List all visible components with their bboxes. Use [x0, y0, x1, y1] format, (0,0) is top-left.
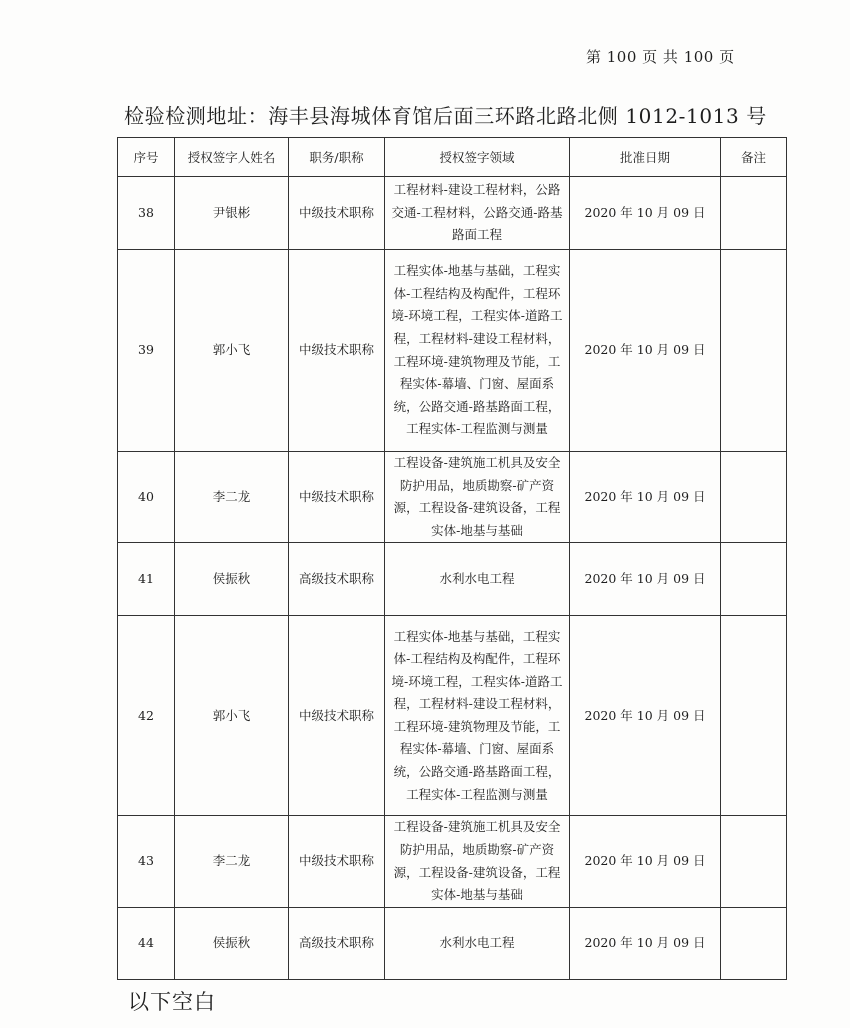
row-date: 2020 年 10 月 09 日: [570, 452, 721, 543]
table-row: [118, 250, 787, 452]
row-date: 2020 年 10 月 09 日: [570, 907, 721, 979]
row-remark: [721, 543, 787, 616]
row-scope: 水利水电工程: [385, 907, 570, 979]
row-title: 中级技术职称: [289, 816, 385, 907]
row-title: 高级技术职称: [289, 543, 385, 616]
row-name: 郭小飞: [175, 616, 289, 816]
row-scope: 工程实体-地基与基础，工程实体-工程结构及构配件，工程环境-环境工程，工程实体-道路工程，工程材料-建设工程材料，工程环境-建筑物理及节能，工程实体-幕墙、门窗、屋面系统，公路交通-路基路面工程，工程实体-工程监测与测量: [385, 250, 570, 452]
header-remark: 备注: [721, 138, 787, 177]
row-date: 2020 年 10 月 09 日: [570, 543, 721, 616]
row-title: 高级技术职称: [289, 907, 385, 979]
row-index: 40: [118, 452, 175, 543]
row-index: 41: [118, 543, 175, 616]
table-header-row: [118, 138, 787, 177]
table-row: [118, 816, 787, 907]
row-name: 侯振秋: [175, 907, 289, 979]
row-remark: [721, 907, 787, 979]
header-index: 序号: [118, 138, 175, 177]
row-scope: 工程设备-建筑施工机具及安全防护用品，地质勘察-矿产资源，工程设备-建筑设备，工程实体-地基与基础: [385, 816, 570, 907]
row-date: 2020 年 10 月 09 日: [570, 616, 721, 816]
row-scope: 工程设备-建筑施工机具及安全防护用品，地质勘察-矿产资源，工程设备-建筑设备，工程实体-地基与基础: [385, 452, 570, 543]
row-date: 2020 年 10 月 09 日: [570, 816, 721, 907]
row-date: 2020 年 10 月 09 日: [570, 250, 721, 452]
row-name: 尹银彬: [175, 177, 289, 250]
row-name: 李二龙: [175, 816, 289, 907]
row-scope: 水利水电工程: [385, 543, 570, 616]
blank-below-note: 以下空白: [128, 990, 216, 1014]
table-row: [118, 907, 787, 979]
table-row: [118, 452, 787, 543]
row-title: 中级技术职称: [289, 250, 385, 452]
signatory-table: [117, 137, 787, 980]
row-remark: [721, 250, 787, 452]
row-title: 中级技术职称: [289, 452, 385, 543]
row-scope: 工程材料-建设工程材料，公路交通-工程材料，公路交通-路基路面工程: [385, 177, 570, 250]
row-date: 2020 年 10 月 09 日: [570, 177, 721, 250]
header-name: 授权签字人姓名: [175, 138, 289, 177]
table-row: [118, 543, 787, 616]
table-row: [118, 177, 787, 250]
header-date: 批准日期: [570, 138, 721, 177]
table-row: [118, 616, 787, 816]
row-index: 43: [118, 816, 175, 907]
row-name: 侯振秋: [175, 543, 289, 616]
row-remark: [721, 452, 787, 543]
row-index: 44: [118, 907, 175, 979]
header-title: 职务/职称: [289, 138, 385, 177]
row-remark: [721, 816, 787, 907]
row-title: 中级技术职称: [289, 177, 385, 250]
row-title: 中级技术职称: [289, 616, 385, 816]
row-remark: [721, 616, 787, 816]
row-name: 郭小飞: [175, 250, 289, 452]
page-number: 第 100 页 共 100 页: [586, 48, 735, 66]
row-name: 李二龙: [175, 452, 289, 543]
row-scope: 工程实体-地基与基础，工程实体-工程结构及构配件，工程环境-环境工程，工程实体-道路工程，工程材料-建设工程材料，工程环境-建筑物理及节能，工程实体-幕墙、门窗、屋面系统，公路交通-路基路面工程，工程实体-工程监测与测量: [385, 616, 570, 816]
row-index: 38: [118, 177, 175, 250]
inspection-address: 检验检测地址：海丰县海城体育馆后面三环路北路北侧 1012-1013 号: [124, 104, 767, 128]
row-index: 42: [118, 616, 175, 816]
row-index: 39: [118, 250, 175, 452]
header-scope: 授权签字领域: [385, 138, 570, 177]
row-remark: [721, 177, 787, 250]
